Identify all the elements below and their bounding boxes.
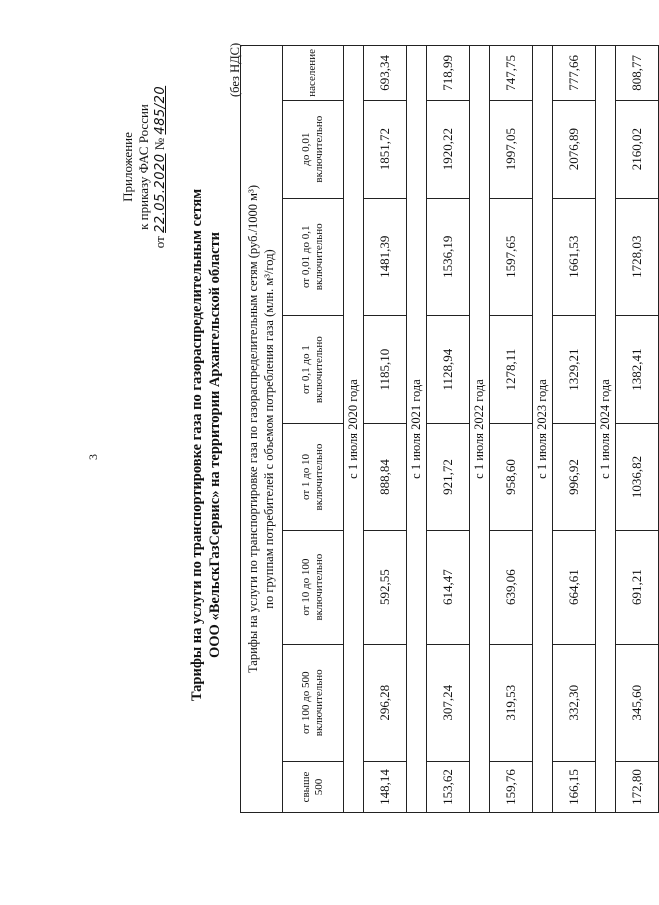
appendix-from: от [151,236,167,249]
period-row [532,46,552,813]
column-header: от 100 до 500 включительно [282,644,343,761]
tariff-cell: 166,15 [552,762,595,813]
tariff-cell: 1128,94 [426,316,469,424]
column-header: от 10 до 100 включительно [282,530,343,644]
period-row [595,46,615,813]
period-row [469,46,489,813]
tariff-cell: 153,62 [426,762,469,813]
number-sign: № [151,137,167,151]
table-row [489,46,532,813]
tariff-cell: 2076,89 [552,100,595,198]
tariff-cell: 332,30 [552,644,595,761]
tariff-cell: 1536,19 [426,198,469,315]
tariff-cell: 1728,03 [615,198,658,315]
tariff-cell: 1661,53 [552,198,595,315]
tariff-cell: 1481,39 [363,198,406,315]
vat-note: (без НДС) [228,42,242,97]
period-label: с 1 июля 2020 года [343,46,363,813]
column-header: свыше 500 [282,762,343,813]
page-number: 3 [86,454,100,460]
tariff-cell: 1036,82 [615,424,658,530]
period-row [406,46,426,813]
tariff-cell: 691,21 [615,530,658,644]
table-row [426,46,469,813]
tariff-cell: 592,55 [363,530,406,644]
table-header-main-row [241,46,283,813]
tariff-cell: 614,47 [426,530,469,644]
tariff-cell: 1920,22 [426,100,469,198]
appendix-line3 [152,77,169,257]
tariff-cell: 1597,65 [489,198,532,315]
tariff-table-wrapper [240,45,659,813]
period-row [343,46,363,813]
tariff-table [240,45,659,813]
tariff-cell: 1278,11 [489,316,532,424]
table-row [363,46,406,813]
column-header: до 0,01 включительно [282,100,343,198]
period-label: с 1 июля 2021 года [406,46,426,813]
tariff-cell: 319,53 [489,644,532,761]
tariff-cell: 296,28 [363,644,406,761]
tariff-cell: 888,84 [363,424,406,530]
tariff-cell: 718,99 [426,46,469,101]
tariff-cell: 693,34 [363,46,406,101]
tariff-cell: 1329,21 [552,316,595,424]
table-column-header-row [282,46,343,813]
handwritten-number: 485/20 [152,85,168,135]
tariff-cell: 639,06 [489,530,532,644]
tariff-cell: 958,60 [489,424,532,530]
tariff-cell: 307,24 [426,644,469,761]
tariff-cell: 1185,10 [363,316,406,424]
tariff-cell: 148,14 [363,762,406,813]
tariff-cell: 1851,72 [363,100,406,198]
appendix-line1: Приложение [120,132,135,202]
column-header: от 0,01 до 0,1 включительно [282,198,343,315]
tariff-cell: 1997,05 [489,100,532,198]
period-label: с 1 июля 2023 года [532,46,552,813]
column-header: от 0,1 до 1 включительно [282,316,343,424]
handwritten-date: 22.05.2020 [152,153,168,233]
period-label: с 1 июля 2022 года [469,46,489,813]
tariff-cell: 921,72 [426,424,469,530]
tariff-cell: 345,60 [615,644,658,761]
tariff-cell: 777,66 [552,46,595,101]
appendix-block [120,77,169,257]
appendix-line2: к приказу ФАС России [135,104,151,230]
tariff-cell: 747,75 [489,46,532,101]
table-row [615,46,658,813]
column-header: население [282,46,343,101]
table-row [552,46,595,813]
tariff-cell: 2160,02 [615,100,658,198]
table-header-main [241,46,283,813]
tariff-cell: 1382,41 [615,316,658,424]
title-line1: Тарифы на услуги по транспортировке газа по газораспределительным сетям [189,188,205,702]
tariff-cell: 172,80 [615,762,658,813]
document-title [188,125,224,765]
tariff-cell: 996,92 [552,424,595,530]
tariff-cell: 664,61 [552,530,595,644]
tariff-cell: 808,77 [615,46,658,101]
tariff-cell: 159,76 [489,762,532,813]
column-header: от 1 до 10 включительно [282,424,343,530]
period-label: с 1 июля 2024 года [595,46,615,813]
table-header-line1: Тарифы на услуги по транспортировке газа по газораспределительным сетям (руб./1000 м³) [246,184,260,674]
table-header-line2: по группам потребителей с объемом потребления газа (млн. м³/год) [262,249,277,609]
title-line2: ООО «ВельскГазСервис» на территории Архангельской области [207,231,224,659]
